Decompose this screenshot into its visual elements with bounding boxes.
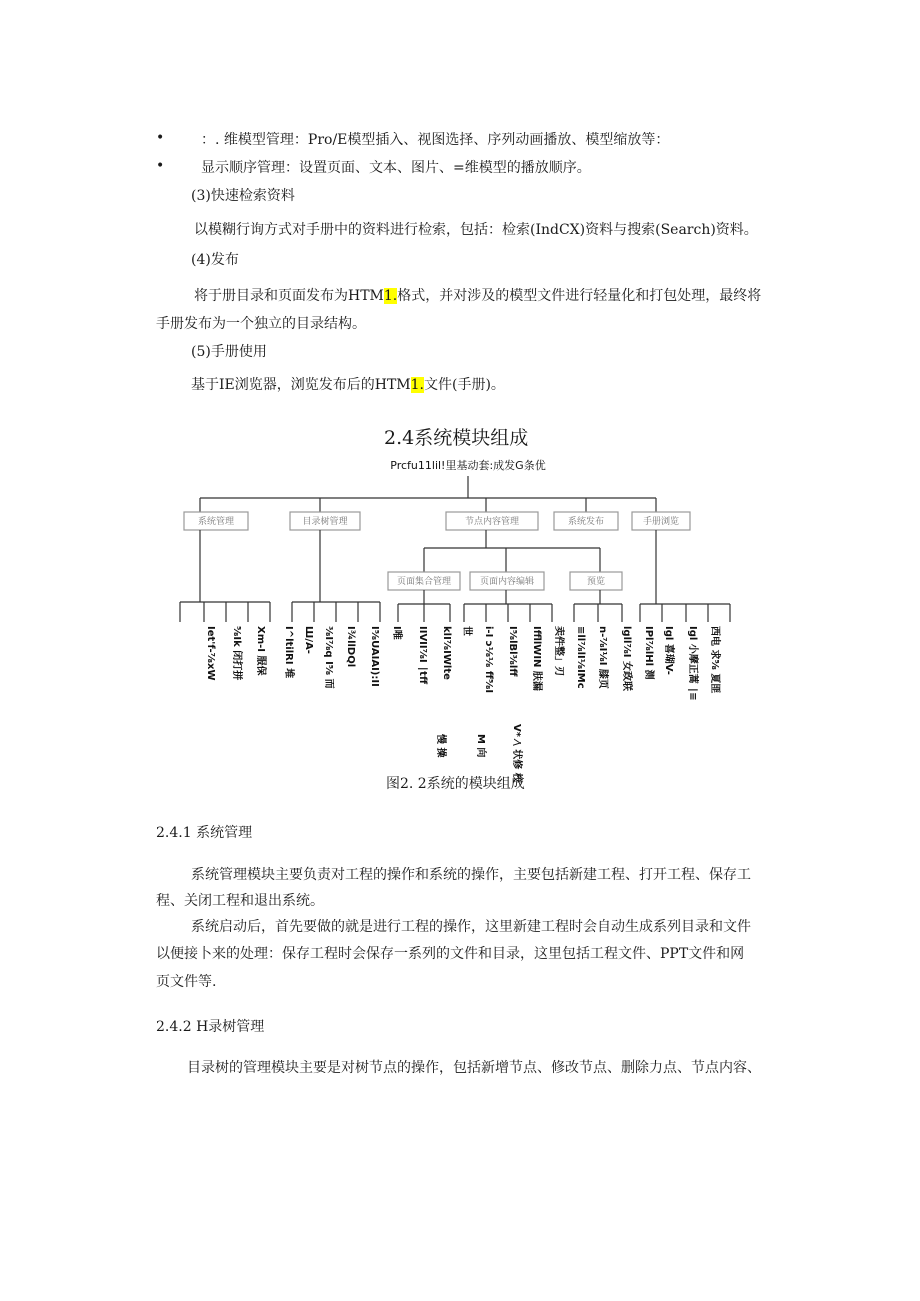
text-run: 基于IE浏览器，浏览发布后的HTM — [191, 377, 411, 393]
leaf-label: I^ltilRI 堆 — [283, 626, 294, 679]
leaf-label: Iet'f-⅞xW — [205, 626, 216, 681]
subsection-heading: 2.4.1 系统管理 — [156, 825, 253, 841]
paragraph-line: 系统管理模块主要负责对工程的操作和系统的操作，主要包括新建工程、打开工程、保存工 — [191, 867, 751, 883]
subsection-heading: 2.4.2 H录树管理 — [156, 1019, 265, 1035]
leaf-label: lgll⅞I 女政联 — [621, 626, 632, 691]
leaf-label: 西电 求⅝ 夏匪 — [709, 626, 720, 694]
leaf-label: 世 — [461, 626, 472, 636]
stray-label: 慢 操 — [435, 734, 446, 758]
leaf-label: ⅝Ik 闭打拼 — [231, 626, 242, 681]
leaf-label: Igl 喜瑚V- — [663, 626, 674, 675]
leaf-label: i-I ɔ⅛⅛ ff⅝I — [483, 626, 494, 694]
leaf-label: I¾llDQl — [345, 626, 356, 668]
module-label: 目录树管理 — [302, 517, 348, 527]
paragraph-line: 目录树的管理模块主要是对树节点的操作，包括新增节点、修改节点、删除力点、节点内容、 — [187, 1060, 761, 1076]
stray-label: V* ⁄\ 状修 校 — [511, 724, 522, 783]
leaf-label: ≡ll⅞lI⅛IMc — [575, 626, 586, 689]
paragraph-line: 以便接卜来的处理：保存工程时会保存一系列的文件和目录，这里包括工程文件、PPT文件和网 — [156, 946, 745, 962]
paragraph-line: 手册发布为一个独立的目录结构。 — [156, 316, 366, 332]
bullet-item: ：. 维模型管理：Pro/E模型插入、视图选择、序列动画播放、模型缩放等： — [201, 132, 670, 148]
bullet-item: 显示顺序管理：设置页面、文本、图片、=维模型的播放顺序。 — [201, 160, 591, 176]
section-heading: 2.4系统模块组成 — [384, 427, 529, 449]
module-label: 节点内容管理 — [464, 517, 520, 527]
subsection-title: (4)发布 — [191, 252, 239, 268]
leaf-label: Igl 小摩正蒿 ∣≡ — [687, 626, 698, 701]
module-label: 系统管理 — [197, 517, 235, 527]
highlighted-text: 1. — [410, 377, 424, 393]
text-run: 文件(手册)。 — [424, 377, 505, 393]
leaf-label: Xm-I 服保 — [255, 626, 266, 676]
text-run: 将于册目录和页面发布为HTM — [194, 288, 384, 304]
leaf-label: 卖件整」刃 — [553, 626, 564, 676]
leaf-label: ⅜I⅞q I⅝ 而 — [323, 626, 334, 689]
text-run: 格式，并对涉及的模型文件进行轻量化和打包处理，最终将 — [397, 288, 762, 304]
subsection-title: (5)手册使用 — [191, 344, 267, 360]
leaf-label: IPl⅞lHl 测 — [643, 626, 654, 680]
paragraph-line: 程、关闭工程和退出系统。 — [156, 893, 324, 909]
module-label: 预览 — [586, 577, 606, 587]
paragraph: 以模糊行询方式对手册中的资料进行检索，包括：检索(IndCX)资料与搜索(Search)资料。 — [194, 222, 758, 238]
module-label: 页面内容编辑 — [479, 577, 535, 587]
leaf-label: klI⅞IWlte — [441, 626, 452, 680]
highlighted-text: 1. — [383, 288, 398, 304]
module-label: 页面集合管理 — [396, 577, 452, 587]
bullet-marker: • — [156, 130, 165, 146]
figure-caption: 图2. 2系统的模块组成 — [386, 776, 525, 792]
leaf-label: I⅝UAIAI):II — [369, 626, 380, 687]
module-label: 手册浏览 — [642, 517, 680, 527]
leaf-label: IffllWIN 肤漏 — [531, 626, 542, 691]
leaf-label: I⅝lBl⅜lff — [507, 626, 518, 677]
leaf-label: n-⅞I⅛I 膝页 — [597, 626, 608, 689]
diagram-root-label: Prcfu11lil!里基动套:成发G条优 — [390, 459, 546, 472]
paragraph-line: 页文件等. — [156, 974, 217, 990]
stray-label: M 向 — [475, 734, 486, 758]
module-label: 系统发布 — [567, 517, 605, 527]
leaf-label: IIVII⅞I ∣tff — [417, 626, 428, 685]
bullet-marker: • — [156, 158, 165, 174]
leaf-label: Ш/A- — [303, 626, 314, 654]
paragraph-line: 系统启动后，首先要做的就是进行工程的操作，这里新建工程时会自动生成系列目录和文件 — [191, 919, 751, 935]
leaf-label: I唯 — [391, 626, 402, 640]
subsection-title: (3)快速检索资料 — [191, 188, 295, 204]
